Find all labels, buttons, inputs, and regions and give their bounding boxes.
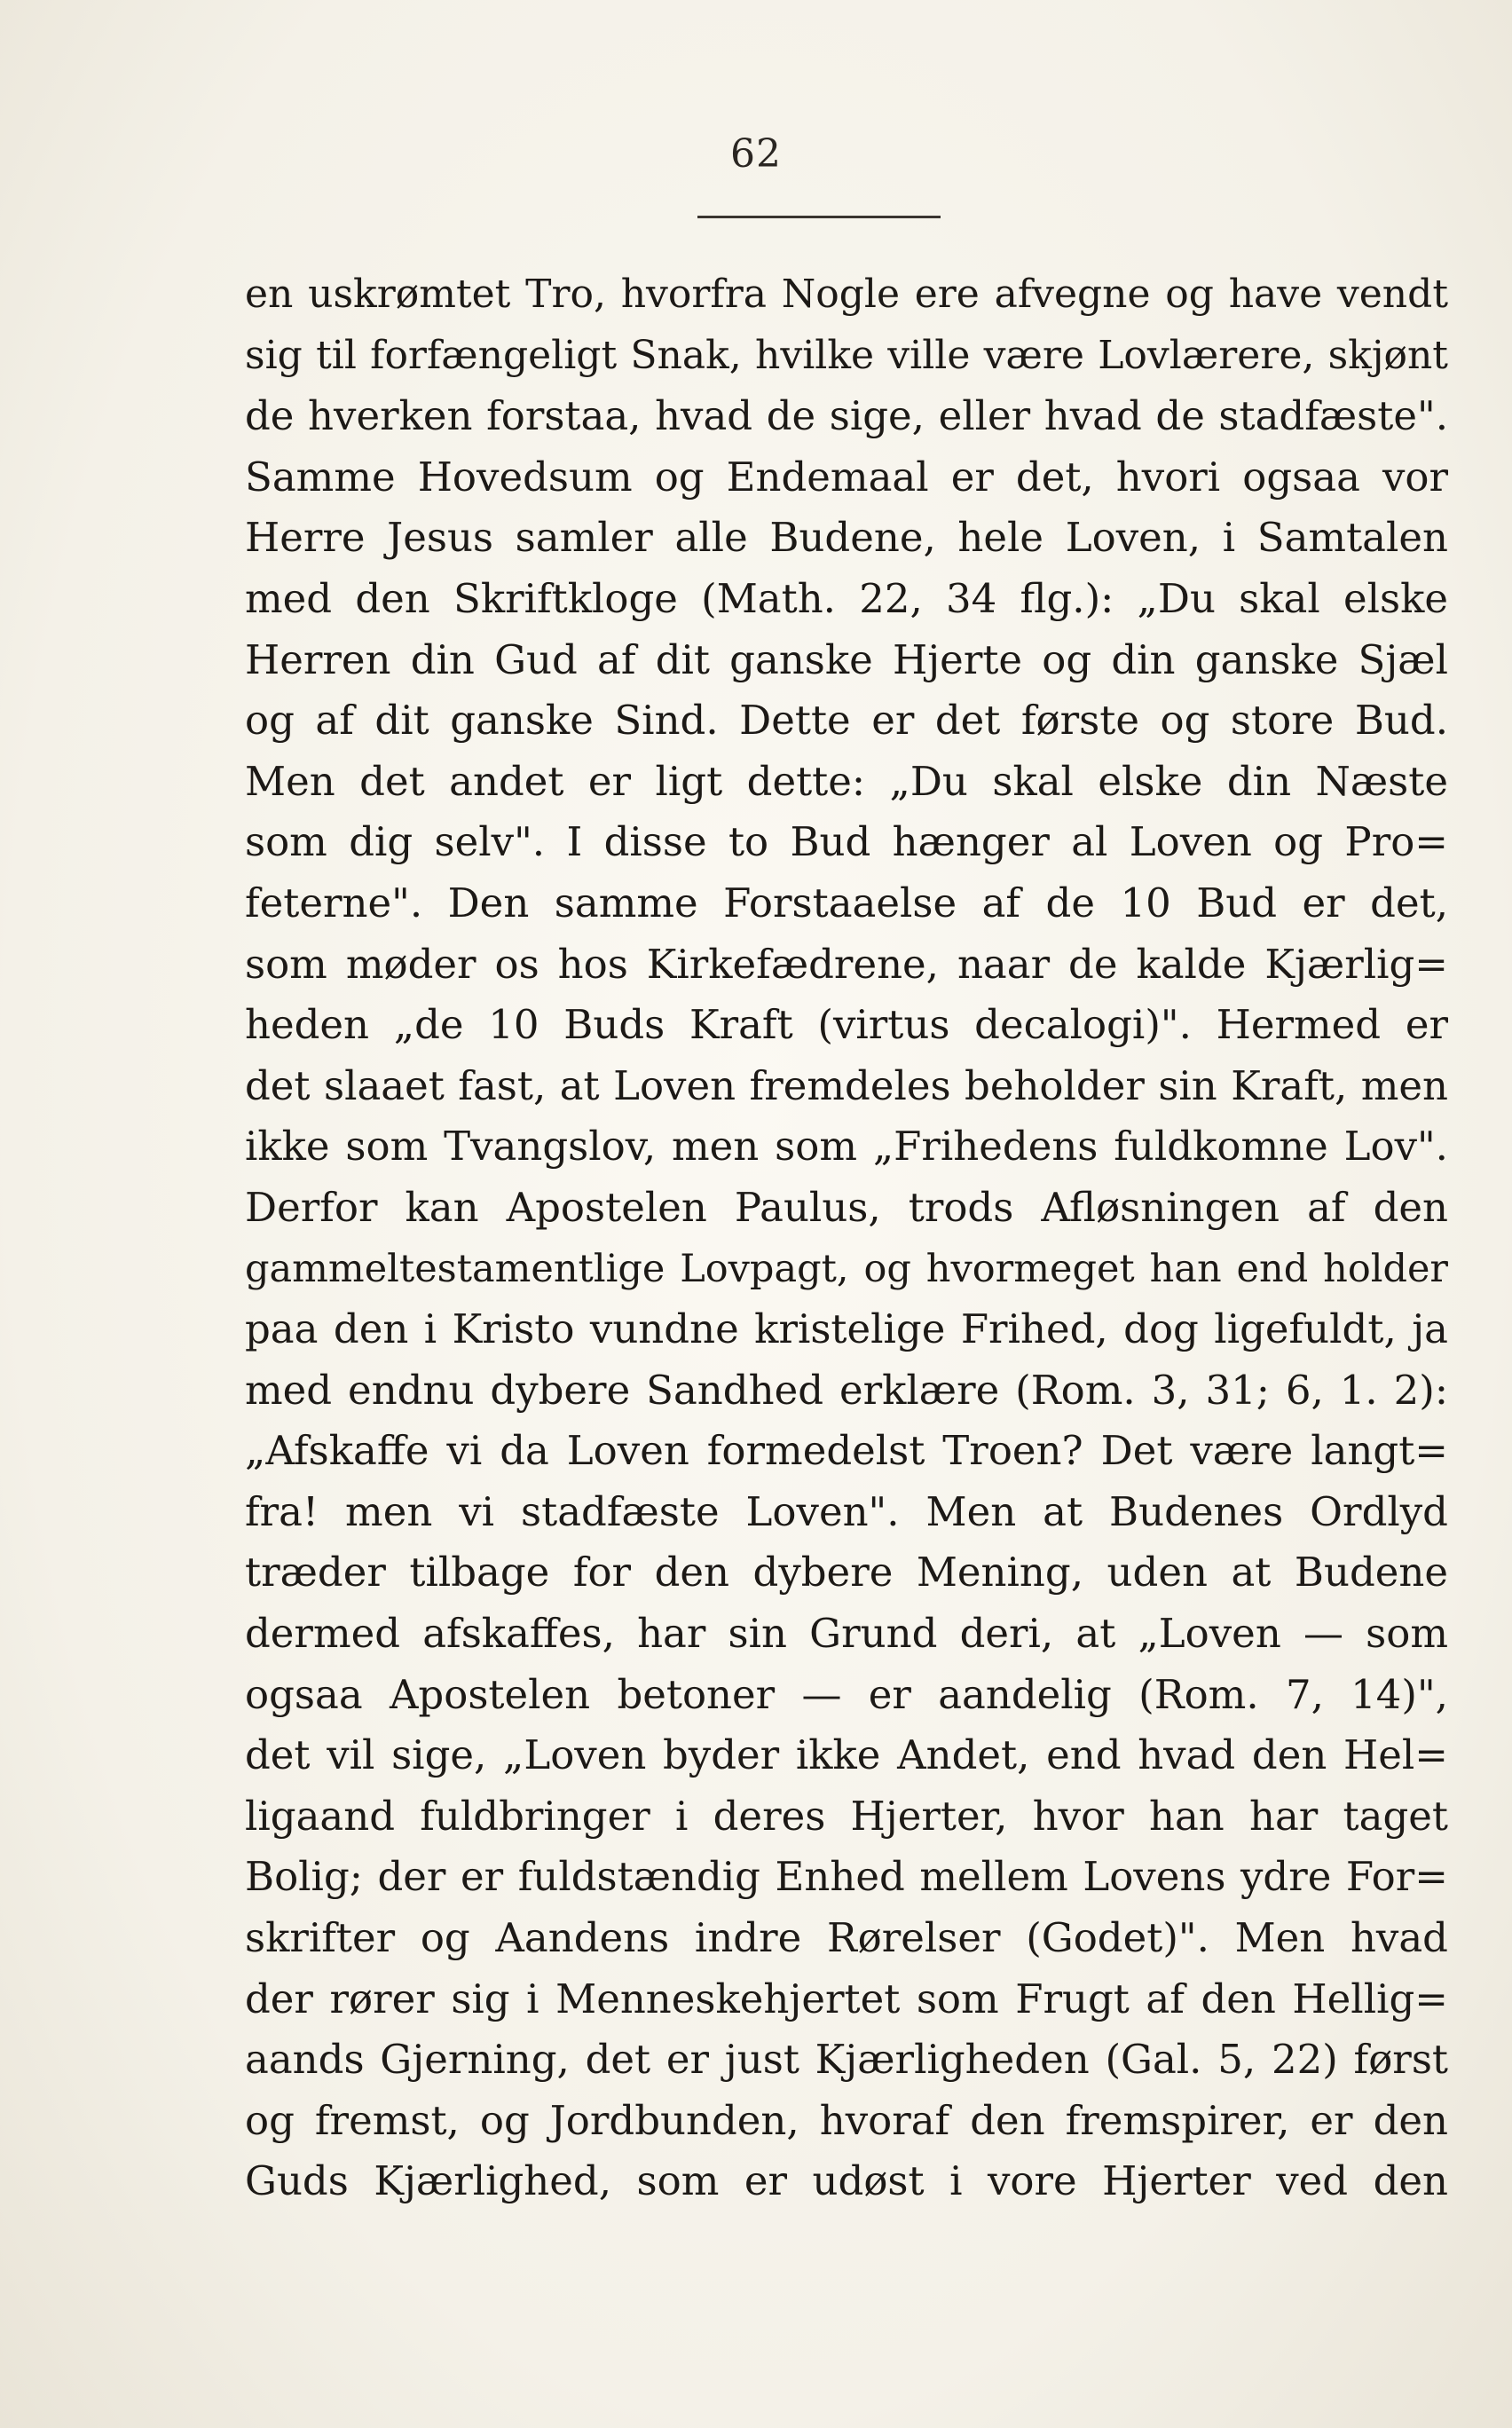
text-line: der rører sig i Menneskehjertet som Frugt af den Hellig= <box>245 1975 1448 2022</box>
text-line: det vil sige, „Loven byder ikke Andet, end hvad den Hel= <box>245 1731 1448 1779</box>
text-line: med den Skriftkloge (Math. 22, 34 flg.): „Du skal elske <box>245 574 1448 622</box>
text-line: Men det andet er ligt dette: „Du skal elske din Næste <box>245 757 1448 805</box>
body-text <box>245 264 1448 2212</box>
text-line: Samme Hovedsum og Endemaal er det, hvori ogsaa vor <box>245 453 1448 501</box>
text-line: Herre Jesus samler alle Budene, hele Loven, i Samtalen <box>245 514 1448 562</box>
text-line: Derfor kan Apostelen Paulus, trods Afløsningen af den <box>245 1183 1448 1231</box>
text-line: aands Gjerning, det er just Kjærligheden (Gal. 5, 22) først <box>245 2036 1448 2084</box>
text-line: feterne". Den samme Forstaaelse af de 10 Bud er det, <box>245 879 1448 926</box>
text-line: Guds Kjærlighed, som er udøst i vore Hjerter ved den <box>245 2157 1448 2205</box>
header-rule <box>697 216 941 218</box>
text-line: det slaaet fast, at Loven fremdeles beholder sin Kraft, men <box>245 1061 1448 1109</box>
text-line: Herren din Gud af dit ganske Hjerte og din ganske Sjæl <box>245 635 1448 683</box>
text-line: „Afskaffe vi da Loven formedelst Troen? Det være langt= <box>245 1427 1448 1475</box>
text-line: fra! men vi stadfæste Loven". Men at Budenes Ordlyd <box>245 1487 1448 1535</box>
text-line: som dig selv". I disse to Bud hænger al Loven og Pro= <box>245 818 1448 866</box>
text-line: som møder os hos Kirkefædrene, naar de kalde Kjærlig= <box>245 940 1448 988</box>
text-line: med endnu dybere Sandhed erklære (Rom. 3, 31; 6, 1. 2): <box>245 1366 1448 1414</box>
text-line: Bolig; der er fuldstændig Enhed mellem Lovens ydre For= <box>245 1853 1448 1901</box>
text-line: ikke som Tvangslov, men som „Frihedens fuldkomne Lov". <box>245 1123 1448 1171</box>
text-line: og af dit ganske Sind. Dette er det første og store Bud. <box>245 697 1448 745</box>
text-line: sig til forfængeligt Snak, hvilke ville være Lovlærere, skjønt <box>245 332 1448 378</box>
text-line: skrifter og Aandens indre Rørelser (Godet)". Men hvad <box>245 1914 1448 1962</box>
page-number: 62 <box>730 131 782 177</box>
text-line: heden „de 10 Buds Kraft (virtus decalogi)". Hermed er <box>245 1001 1448 1049</box>
text-line: ogsaa Apostelen betoner — er aandelig (Rom. 7, 14)", <box>245 1670 1448 1718</box>
text-line: træder tilbage for den dybere Mening, uden at Budene <box>245 1549 1448 1596</box>
text-line: paa den i Kristo vundne kristelige Frihed, dog ligefuldt, ja <box>245 1305 1448 1353</box>
text-line: dermed afskaffes, har sin Grund deri, at „Loven — som <box>245 1610 1448 1658</box>
text-line: ligaand fuldbringer i deres Hjerter, hvor han har taget <box>245 1792 1448 1840</box>
text-line: de hverken forstaa, hvad de sige, eller hvad de stadfæste". <box>245 392 1448 440</box>
text-line: gammeltestamentlige Lovpagt, og hvormeget han end holder <box>245 1246 1448 1291</box>
text-line: en uskrømtet Tro, hvorfra Nogle ere afvegne og have vendt <box>245 272 1448 317</box>
text-line: og fremst, og Jordbunden, hvoraf den fremspirer, er den <box>245 2096 1448 2144</box>
